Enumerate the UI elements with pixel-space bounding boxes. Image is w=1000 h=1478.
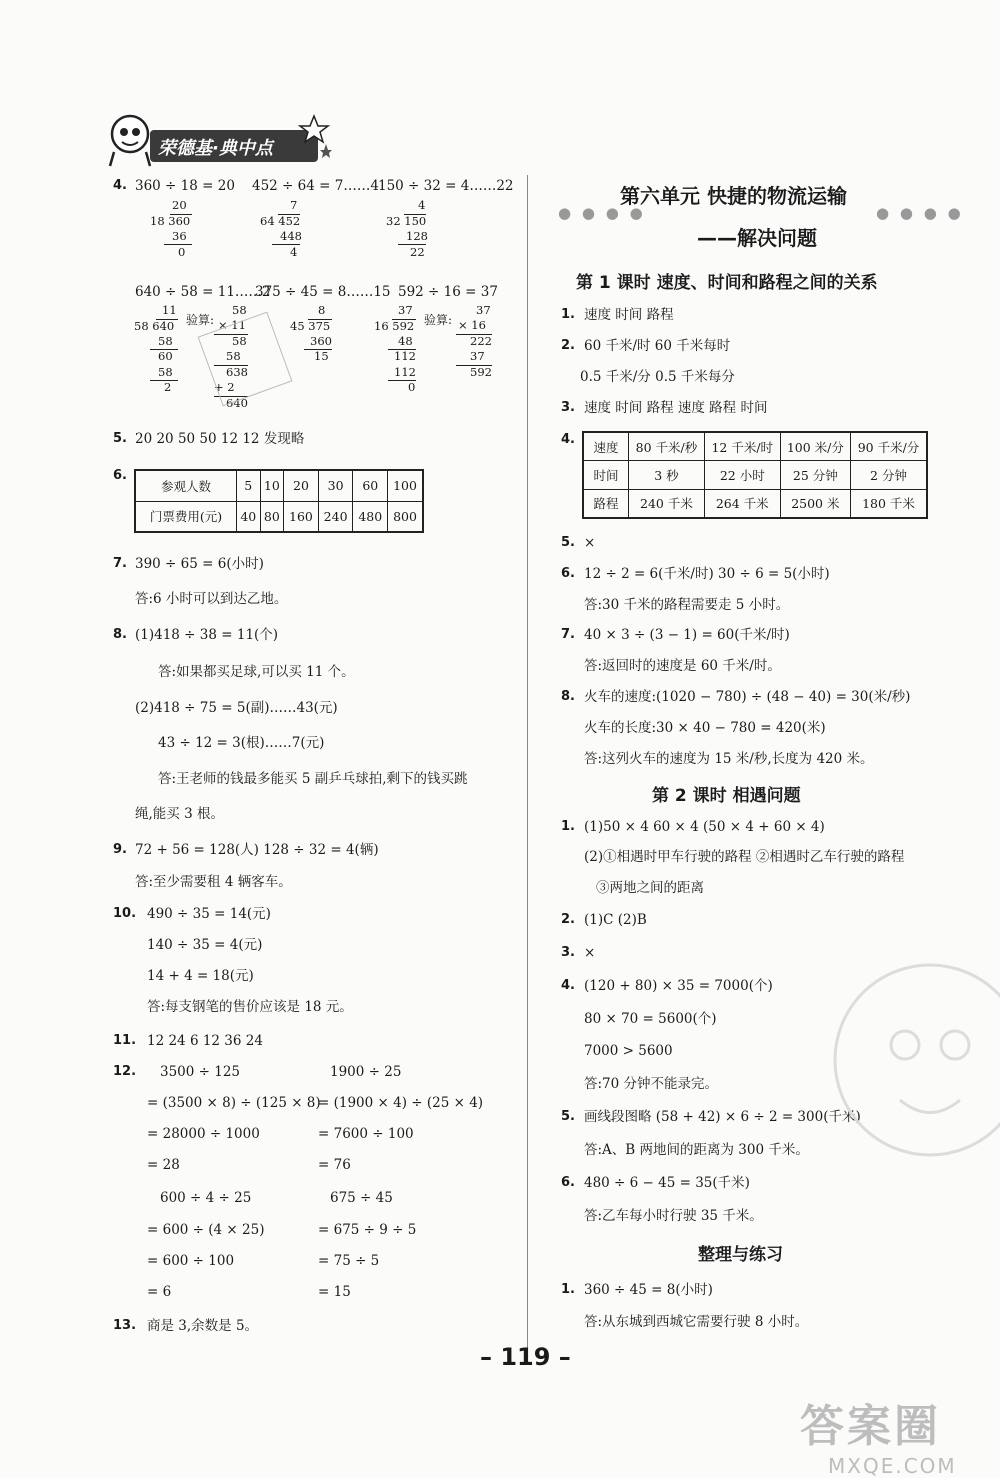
table-cell: 180 千米 (851, 489, 927, 518)
table-cell: 100 米/分 (780, 432, 850, 461)
quotient: 4 (418, 198, 426, 212)
answer-line: (1)C (2)B (584, 912, 647, 928)
answer-line: (1)418 ÷ 38 = 11(个) (135, 627, 279, 643)
table-cell: 90 千米/分 (851, 432, 927, 461)
calc-line: = 28000 ÷ 1000 (147, 1126, 260, 1142)
answer-line: 72 + 56 = 128(人) 128 ÷ 32 = 4(辆) (135, 842, 379, 858)
answer-line: 答:返回时的速度是 60 千米/时。 (584, 658, 781, 674)
step: 37 (470, 349, 485, 363)
item-label: 6. (561, 566, 575, 581)
quotient: 8 (318, 303, 326, 317)
answer-line: 490 ÷ 35 = 14(元) (147, 906, 271, 922)
decorative-dots: ● ● ● ● (558, 204, 646, 222)
table-cell: 5 (237, 470, 261, 501)
q7-label: 7. (113, 556, 127, 571)
table-cell: 80 千米/秒 (629, 432, 705, 461)
site-watermark (800, 1390, 957, 1478)
answer-line: (1)50 × 4 60 × 4 (50 × 4 + 60 × 4) (584, 819, 825, 835)
calc-line: = 28 (147, 1157, 180, 1173)
table-cell: 264 千米 (704, 489, 780, 518)
answer-line: 答:从东城到西城它需要行驶 8 小时。 (584, 1314, 809, 1330)
q6-table (134, 469, 424, 533)
step: 36 (172, 229, 187, 243)
step: × 16 (458, 318, 486, 332)
calc-line: = 75 ÷ 5 (318, 1253, 380, 1269)
answer-line: 12 ÷ 2 = 6(千米/时) 30 ÷ 6 = 5(小时) (584, 566, 830, 582)
item-label: 1. (561, 1282, 575, 1297)
division-setup: 58 640 (134, 319, 175, 333)
calc-line: = 7600 ÷ 100 (318, 1126, 414, 1142)
q6-label: 6. (113, 468, 127, 483)
answer-line: 答:王老师的钱最多能买 5 副乒乓球拍,剩下的钱买跳 (158, 771, 468, 787)
division-setup: 32 150 (386, 214, 427, 228)
q4-eq-2: 452 ÷ 64 = 7……4 (252, 178, 379, 194)
table-cell: 22 小时 (704, 461, 780, 489)
q12-label: 12. (113, 1064, 137, 1079)
mascot-watermark-icon (820, 950, 1000, 1230)
lesson2-title: 第 2 课时 相遇问题 (652, 786, 801, 806)
step: 60 (158, 349, 173, 363)
step: 640 (226, 396, 248, 410)
q10-label: 10. (113, 906, 137, 921)
calc-line: = 600 ÷ 100 (147, 1253, 235, 1269)
answer-line: (2)418 ÷ 75 = 5(副)……43(元) (135, 700, 338, 716)
page-number: – 119 – (480, 1343, 571, 1371)
remainder: 4 (290, 245, 298, 259)
answer-line: 答:至少需要租 4 辆客车。 (135, 874, 292, 890)
answer-line: × (584, 535, 596, 551)
step: 37 (476, 303, 491, 317)
watermark-url: MXQE.COM (828, 1454, 957, 1478)
answer-line: 火车的长度:30 × 40 − 780 = 420(米) (584, 720, 826, 736)
check-label: 验算: (424, 313, 453, 327)
step: 58 (232, 303, 247, 317)
answer-line: 60 千米/时 60 千米每时 (584, 338, 731, 354)
item-label: 1. (561, 307, 575, 322)
answer-line: 答:A、B 两地间的距离为 300 千米。 (584, 1142, 809, 1158)
remainder: 22 (410, 245, 425, 259)
answer-line: 绳,能买 3 根。 (135, 806, 224, 822)
answer-line: 40 × 3 ÷ (3 − 1) = 60(千米/时) (584, 627, 790, 643)
answer-line: 答:乙车每小时行驶 35 千米。 (584, 1208, 763, 1224)
answer-line: 商是 3,余数是 5。 (147, 1318, 259, 1334)
step: 58 (232, 334, 247, 348)
step: 592 (470, 365, 492, 379)
table-cell: 240 千米 (629, 489, 705, 518)
remainder: 15 (314, 349, 329, 363)
check-label: 验算: (186, 313, 215, 327)
item-label: 5. (561, 535, 575, 550)
table-cell: 480 (353, 501, 388, 532)
answer-line: 0.5 千米/分 0.5 千米每分 (580, 369, 735, 385)
answer-line: 390 ÷ 65 = 6(小时) (135, 556, 264, 572)
answer-line: 答:6 小时可以到达乙地。 (135, 591, 288, 607)
item-label: 7. (561, 627, 575, 642)
unit-title: 第六单元 快捷的物流运输 (620, 184, 847, 208)
answer-line: 480 ÷ 6 − 45 = 35(千米) (584, 1175, 750, 1191)
calc-line: = 15 (318, 1284, 351, 1300)
calc-line: = 6 (147, 1284, 172, 1300)
header-logo (100, 108, 332, 170)
item-label: 5. (561, 1109, 575, 1124)
table-cell: 60 (353, 470, 388, 501)
decorative-dots: ● ● ● ● (876, 204, 964, 222)
item-label: 2. (561, 912, 575, 927)
table-cell: 30 (318, 470, 353, 501)
table-cell: 160 (284, 501, 319, 532)
answer-line: 答:如果都买足球,可以买 11 个。 (158, 664, 355, 680)
table-cell: 2 分钟 (851, 461, 927, 489)
step: 58 (158, 365, 173, 379)
quotient: 11 (162, 303, 177, 317)
table-cell: 800 (388, 501, 423, 532)
answer-line: (120 + 80) × 35 = 7000(个) (584, 978, 773, 994)
step: 48 (398, 334, 413, 348)
table-cell: 速度 (583, 432, 629, 461)
lesson1-title: 第 1 课时 速度、时间和路程之间的关系 (576, 273, 878, 293)
q4-eq-4: 640 ÷ 58 = 11……2 (135, 284, 271, 300)
item-label: 6. (561, 1175, 575, 1190)
q13-label: 13. (113, 1318, 137, 1333)
step: × 11 (218, 318, 246, 332)
table-cell: 路程 (583, 489, 629, 518)
table-cell: 240 (318, 501, 353, 532)
q4-eq-6: 592 ÷ 16 = 37 (398, 284, 498, 300)
item-label: 3. (561, 400, 575, 415)
step: 448 (280, 229, 302, 243)
step: 638 (226, 365, 248, 379)
calc-line: 3500 ÷ 125 (160, 1064, 241, 1080)
step: 112 (394, 365, 416, 379)
calc-line: = 600 ÷ (4 × 25) (147, 1222, 265, 1238)
table-cell: 100 (388, 470, 423, 501)
q5-text: 20 20 50 50 12 12 发现略 (135, 431, 305, 447)
table-cell: 80 (260, 501, 284, 532)
table-cell: 10 (260, 470, 284, 501)
q11-label: 11. (113, 1033, 137, 1048)
table-cell: 2500 米 (780, 489, 850, 518)
calc-line: 1900 ÷ 25 (330, 1064, 402, 1080)
answer-line: 7000 > 5600 (584, 1043, 673, 1059)
q8-label: 8. (113, 627, 127, 642)
calc-line: 600 ÷ 4 ÷ 25 (160, 1190, 252, 1206)
q5-label: 5. (113, 431, 127, 446)
review-title: 整理与练习 (698, 1245, 783, 1265)
answer-line: 火车的速度:(1020 − 780) ÷ (48 − 40) = 30(米/秒) (584, 689, 911, 705)
calc-line: = 76 (318, 1157, 351, 1173)
q9-label: 9. (113, 842, 127, 857)
remainder: 0 (178, 245, 186, 259)
calc-line: = (1900 × 4) ÷ (25 × 4) (318, 1095, 484, 1111)
q4-eq-3: 150 ÷ 32 = 4……22 (378, 178, 514, 194)
division-setup: 45 375 (290, 319, 331, 333)
answer-line: 答:70 分钟不能录完。 (584, 1076, 719, 1092)
table-cell: 40 (237, 501, 261, 532)
remainder: 0 (408, 380, 416, 394)
table-cell: 12 千米/时 (704, 432, 780, 461)
q4-eq-1: 360 ÷ 18 = 20 (135, 178, 235, 194)
step: 58 (226, 349, 241, 363)
watermark-text: 答案圈 (800, 1401, 941, 1452)
answer-line: 140 ÷ 35 = 4(元) (147, 937, 263, 953)
calc-line: = (3500 × 8) ÷ (125 × 8) (147, 1095, 321, 1111)
q4-eq-5: 375 ÷ 45 = 8……15 (255, 284, 391, 300)
division-setup: 16 592 (374, 319, 415, 333)
table-cell: 参观人数 (135, 470, 237, 501)
item-label: 4. (561, 978, 575, 993)
answer-line: 答:这列火车的速度为 15 米/秒,长度为 420 米。 (584, 751, 874, 767)
answer-line: 360 ÷ 45 = 8(小时) (584, 1282, 713, 1298)
unit-subtitle: ——解决问题 (697, 226, 817, 250)
item-label: 2. (561, 338, 575, 353)
speed-time-distance-table (582, 431, 928, 519)
step: 360 (310, 334, 332, 348)
step: 128 (406, 229, 428, 243)
item-label: 4. (561, 432, 575, 447)
table-cell: 3 秒 (629, 461, 705, 489)
table-cell: 20 (284, 470, 319, 501)
step: + 2 (214, 380, 235, 394)
division-setup: 18 360 (150, 214, 191, 228)
table-cell: 门票费用(元) (135, 501, 237, 532)
step: 58 (158, 334, 173, 348)
answer-line: ③两地之间的距离 (596, 880, 704, 896)
step: 112 (394, 349, 416, 363)
answer-line: (2)①相遇时甲车行驶的路程 ②相遇时乙车行驶的路程 (584, 849, 905, 865)
answer-line: 答:每支钢笔的售价应该是 18 元。 (147, 999, 353, 1015)
item-label: 1. (561, 819, 575, 834)
table-cell: 25 分钟 (780, 461, 850, 489)
quotient: 37 (398, 303, 413, 317)
logo-text: 荣德基·典中点 (158, 138, 273, 159)
answer-line: 速度 时间 路程 速度 路程 时间 (584, 400, 768, 416)
q4-label: 4. (113, 178, 127, 193)
answer-line: 14 + 4 = 18(元) (147, 968, 254, 984)
answer-line: 12 24 6 12 36 24 (147, 1033, 263, 1049)
calc-line: = 675 ÷ 9 ÷ 5 (318, 1222, 417, 1238)
answer-line: 画线段图略 (58 + 42) × 6 ÷ 2 = 300(千米) (584, 1109, 861, 1125)
remainder: 2 (164, 380, 172, 394)
calc-line: 675 ÷ 45 (330, 1190, 393, 1206)
answer-line: × (584, 945, 596, 961)
column-divider (527, 175, 528, 1355)
step: 222 (470, 334, 492, 348)
item-label: 8. (561, 689, 575, 704)
quotient: 20 (172, 198, 187, 212)
item-label: 3. (561, 945, 575, 960)
division-setup: 64 452 (260, 214, 301, 228)
table-cell: 时间 (583, 461, 629, 489)
answer-line: 80 × 70 = 5600(个) (584, 1011, 717, 1027)
answer-line: 速度 时间 路程 (584, 307, 674, 323)
answer-line: 答:30 千米的路程需要走 5 小时。 (584, 597, 790, 613)
quotient: 7 (290, 198, 298, 212)
answer-line: 43 ÷ 12 = 3(根)……7(元) (158, 735, 325, 751)
